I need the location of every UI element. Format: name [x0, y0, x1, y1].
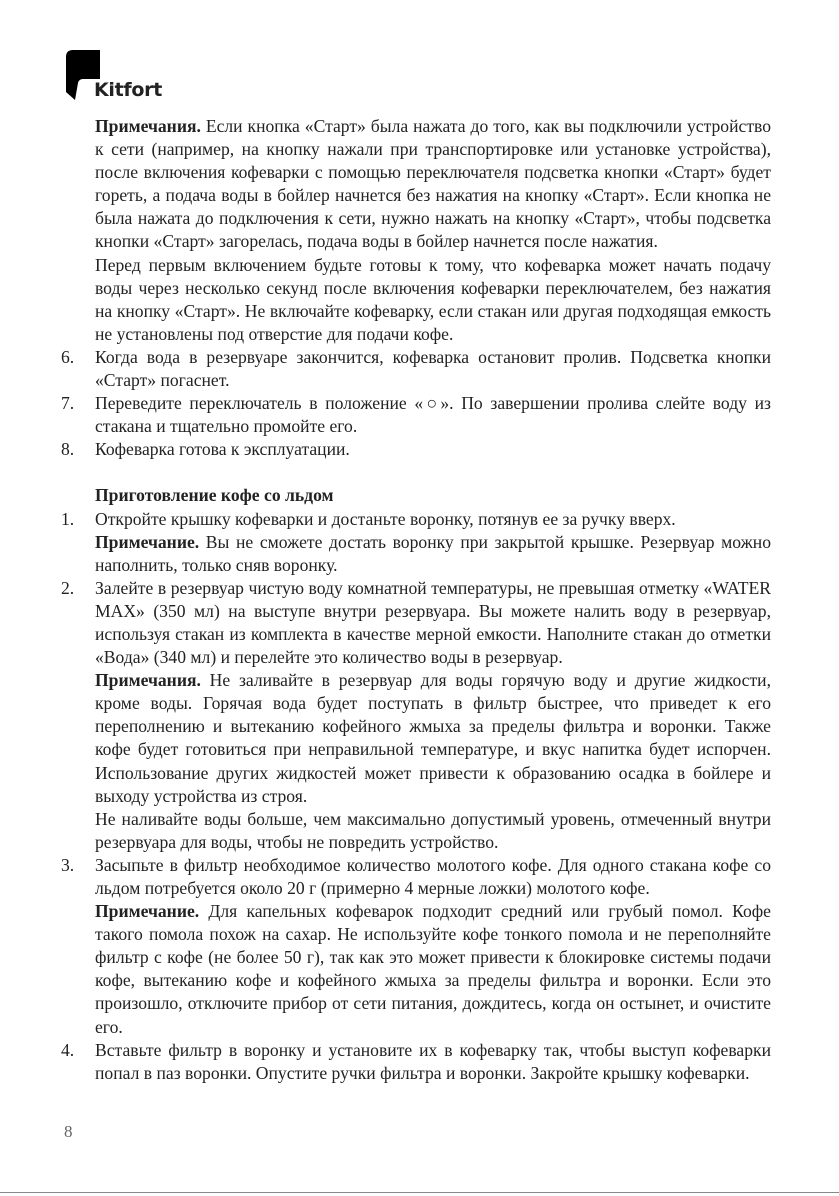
note-label: Примечание. [95, 531, 200, 552]
list-item [61, 392, 771, 438]
item-text: Засыпьте в фильтр необходимое количество молотого кофе. Для одного стакана кофе со льдом потребуется около 20 г (примерно 4 мерные ложки) молотого кофе. [95, 854, 771, 898]
list-item [61, 1039, 771, 1085]
item-text: Вставьте фильтр в воронку и установите их в кофеварку так, чтобы выступ кофеварки попал в паз воронки. Опустите ручки фильтра и воронки. Закройте крышку кофеварки. [95, 1039, 771, 1083]
list-item [61, 854, 771, 1039]
section-heading: Приготовление кофе со льдом [95, 485, 334, 506]
note-label: Примечания. [95, 670, 201, 691]
note-text: Для капельных кофеварок подходит средний или грубый помол. Кофе такого помола похож на сахар. Не используйте кофе тонкого помола и не переполняйте фильтр с кофе (не более 50 г), так как это может привести к блокировке системы подачи кофе, вытеканию кофе и кофейного жмыха за пределы фильтра и воронки. Если это произошло, отключите прибор от сети питания, дождитесь, когда он остынет, и очистите его. [95, 901, 771, 1037]
item-text: Когда вода в резервуаре закончится, кофеварка остановит пролив. Подсветка кнопки «Старт» погаснет. [95, 346, 771, 391]
note-label: Примечание. [95, 901, 200, 922]
note-text: Если кнопка «Старт» была нажата до того, как вы подключили устройство к сети (например, на кнопку нажали при транспортировке или установке устройства), после включения кофеварки с помощью переключателя подсветка кнопки «Старт» будет гореть, а подача воды в бойлер начнется без нажатия на кнопку «Старт». Если кнопка не была нажата до подключения к сети, нужно нажать на кнопку «Старт», чтобы подсветка кнопки «Старт» загорелась, подача воды в бойлер начнется после нажатия. [95, 116, 771, 252]
notes-paragraph [61, 115, 771, 254]
note-text: Не заливайте в резервуар для воды горячую воду и другие жидкости, кроме воды. Горячая вода будет поступать в фильтр быстрее, что приведет к его переполнению и вытеканию кофейного жмыха за пределы фильтра и воронки. Также кофе будет готовиться при неправильной температуре, и вкус напитка будет испорчен. Использование других жидкостей может привести к образованию осадка в бойлере и выходу устройства из строя. [95, 670, 771, 806]
item-number: 4. [61, 1039, 75, 1060]
note-text: Вы не сможете достать воронку при закрытой крышке. Резервуар можно наполнить, только сняв воронку. [95, 531, 771, 575]
page-edge-divider [0, 1192, 839, 1193]
item-text: Откройте крышку кофеварки и достаньте воронку, потянув ее за ручку вверх. [95, 508, 676, 529]
list-item [61, 577, 771, 854]
notes-paragraph-2: Перед первым включением будьте готовы к тому, что кофеварка может начать подачу воды через несколько секунд после включения кофеварки переключателем, без нажатия на кнопку «Старт». Не включайте кофеварку, если стакан или другая подходящая емкость не установлены под отверстие для подачи кофе. [95, 254, 771, 344]
item-note-2: Не наливайте воды больше, чем максимально допустимый уровень, отмеченный внутри резервуара для воды, чтобы не повредить устройство. [95, 808, 771, 852]
page-number: 8 [64, 1122, 73, 1141]
item-note [95, 669, 771, 808]
brand-name: Kitfort [94, 79, 162, 101]
list-item [61, 346, 771, 392]
item-number: 6. [61, 346, 75, 367]
item-number: 1. [61, 508, 75, 529]
item-number: 3. [61, 854, 75, 875]
instructions-text [61, 115, 771, 1085]
brand-logo [66, 50, 176, 106]
item-number: 2. [61, 577, 75, 598]
list-item [61, 508, 771, 577]
spacer [61, 461, 771, 484]
item-text: Кофеварка готова к эксплуатации. [95, 439, 350, 460]
item-text: Переведите переключатель в положение «○». По завершении пролива слейте воду из стакана и тщательно промойте его. [95, 393, 771, 437]
item-text: Залейте в резервуар чистую воду комнатной температуры, не превышая отметку «WATER MAX» (350 мл) на выступе внутри резервуара. Вы можете налить воду в резервуар, используя стакан из комплекта в качестве мерной емкости. Наполните стакан до отметки «Вода» (340 мл) и перелейте это количество воды в резервуар. [95, 577, 771, 668]
item-number: 7. [61, 393, 75, 414]
item-note [95, 900, 771, 1039]
list-item [61, 438, 771, 461]
note-label: Примечания. [95, 116, 201, 136]
item-number: 8. [61, 439, 75, 460]
